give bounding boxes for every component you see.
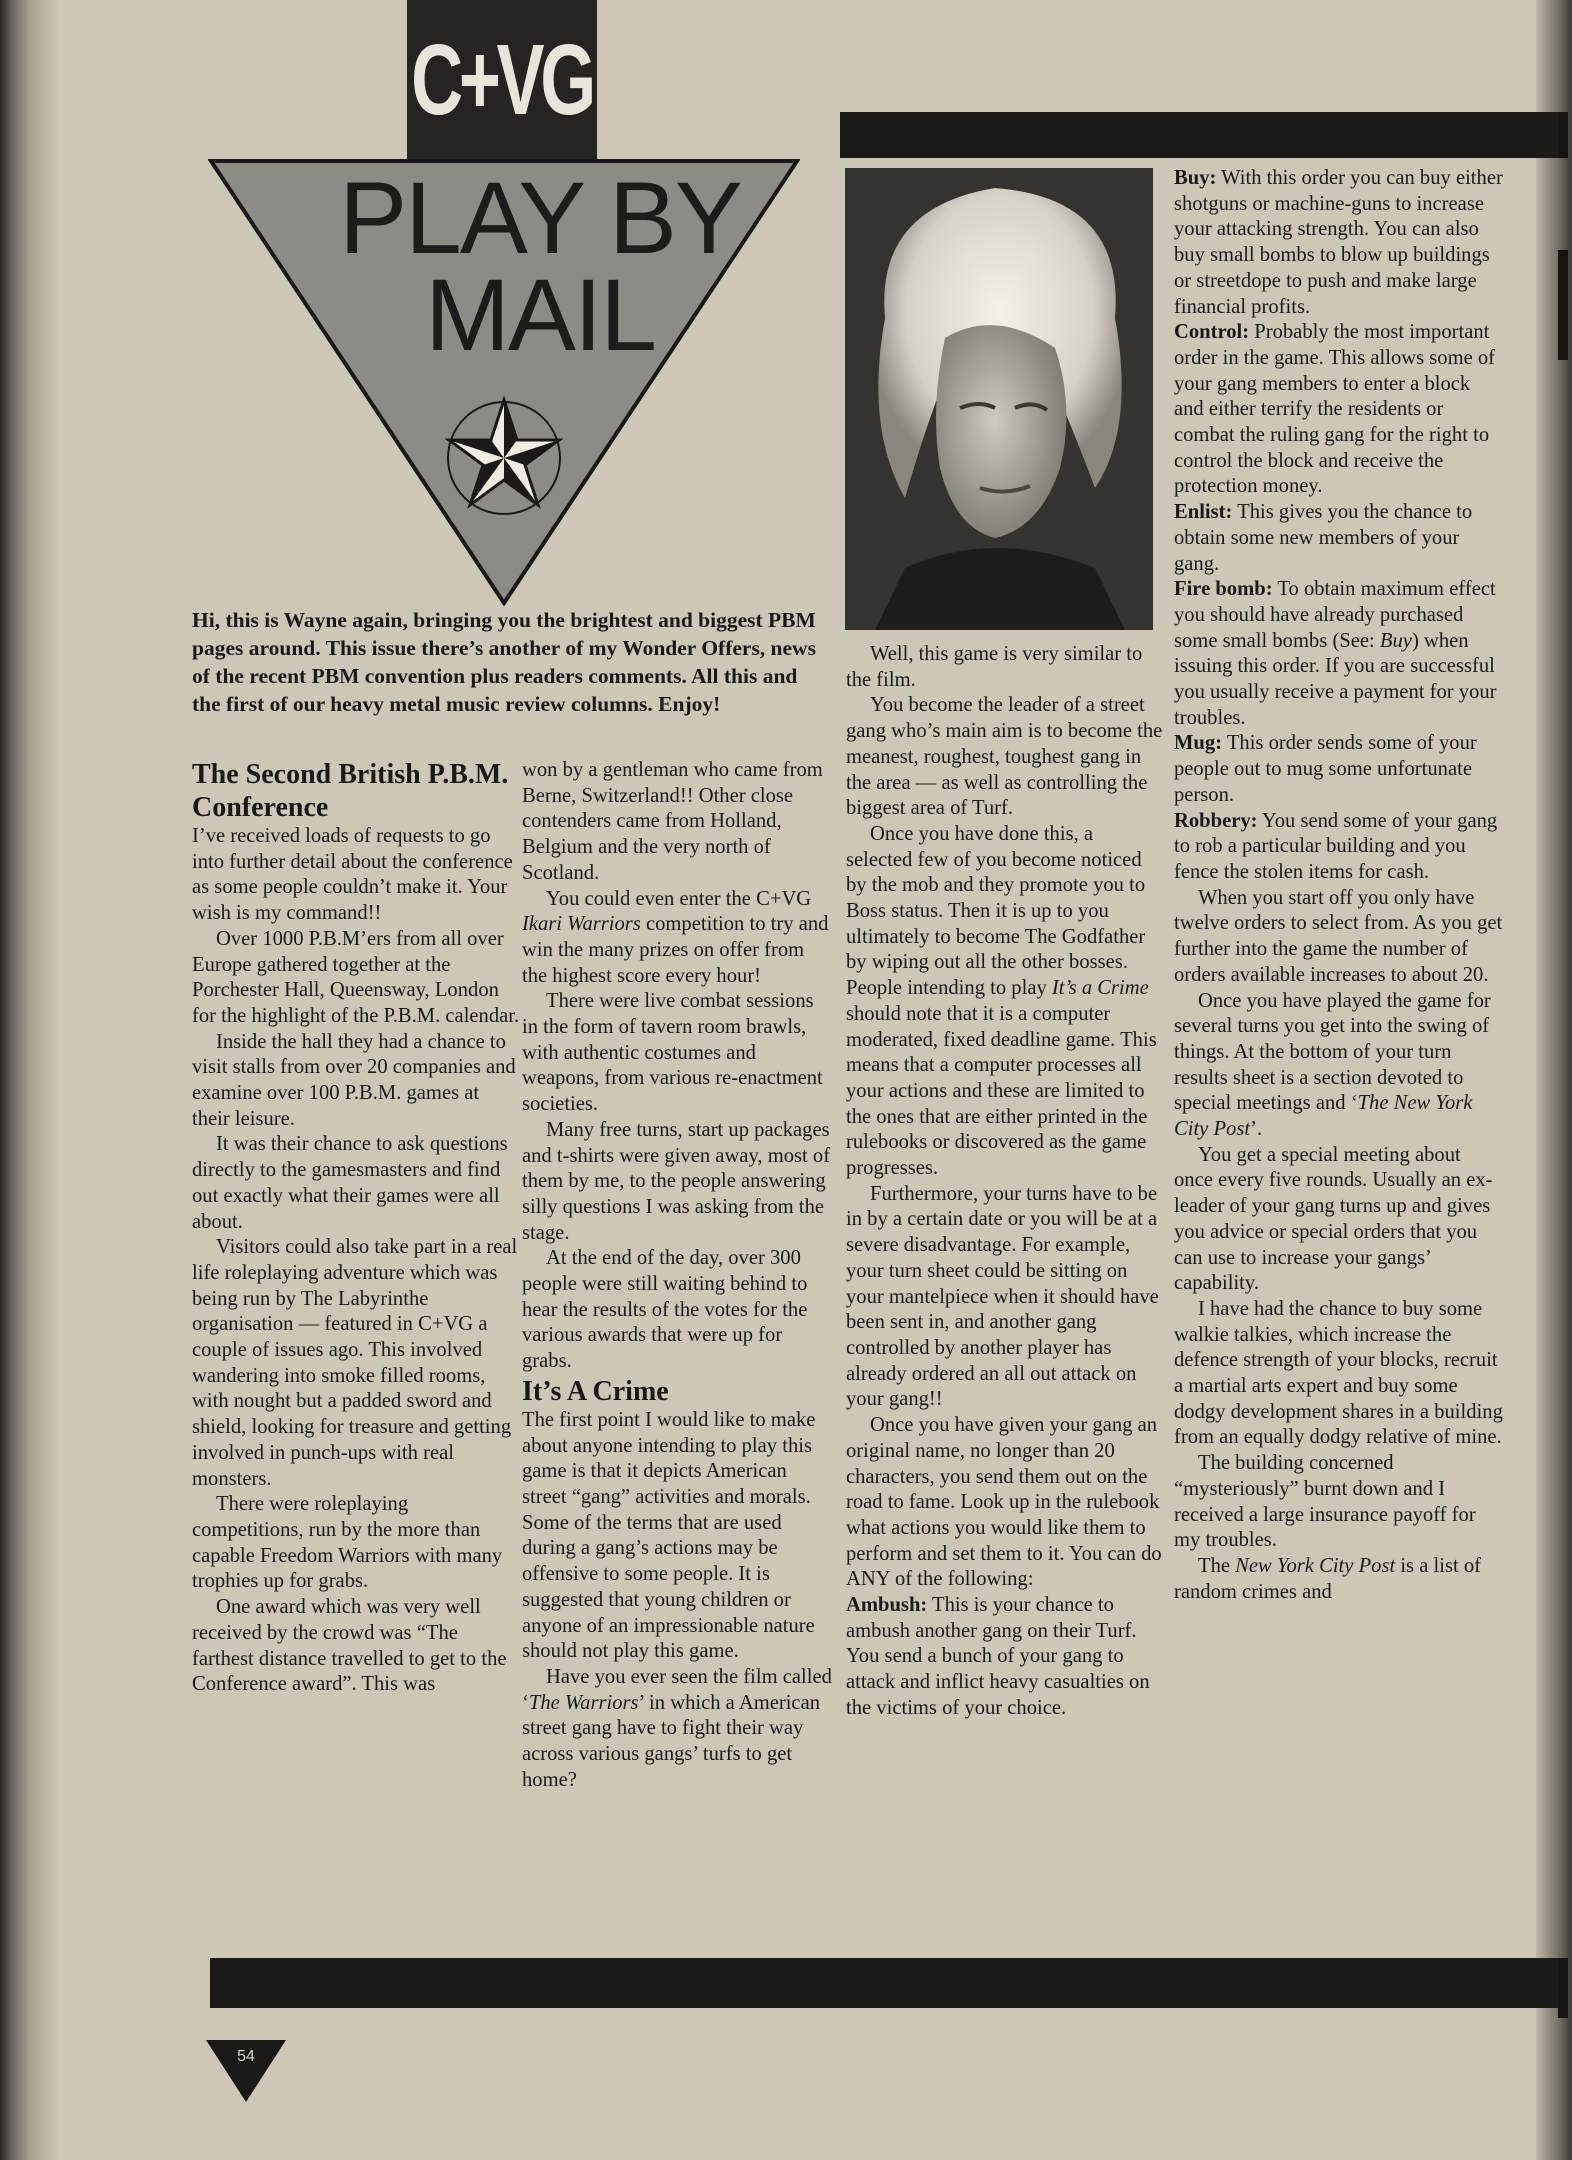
title-line-2: MAIL	[424, 257, 656, 372]
italic-title: The Warriors	[528, 1691, 639, 1714]
order-label: Ambush:	[846, 1594, 928, 1617]
italic-title: New York City Post	[1235, 1554, 1396, 1577]
paragraph: Once you have given your gang an original name, no longer than 20 characters, you send them out on the road to fame. Look up in the rulebook what actions you would like them to perform and set them to it. You can do ANY of the following:	[846, 1414, 1162, 1591]
paragraph	[846, 822, 1164, 1182]
heading-its-a-crime: It’s A Crime	[522, 1375, 669, 1407]
edge-bar-top	[1558, 112, 1568, 158]
intro-paragraph: Hi, this is Wayne again, bringing you the brightest and biggest PBM pages around. This issue there’s another of my Wonder Offers, news of the recent PBM convention plus readers comments. All this and the first of our heavy metal music review columns. Enjoy!	[192, 608, 816, 716]
text-run: You send some of your gang to rob a particular building and you fence the stolen items for cash.	[1174, 809, 1498, 883]
paragraph: One award which was very well received by the crowd was “The farthest distance travelled to get to the Conference award”. This was	[192, 1596, 507, 1696]
italic-title: It’s a Crime	[1051, 977, 1149, 1000]
edge-bar-bottom	[1558, 1958, 1568, 2018]
paragraph: Visitors could also take part in a real life roleplaying adventure which was being run by The Labyrinthe organisation — featured in C+VG a couple of issues ago. This involved wandering into smoke filled rooms, with nought but a padded sword and shield, looking for treasure and getting involved in punch-ups with real monsters.	[192, 1236, 518, 1490]
text-run: Probably the most important order in the game. This allows some of your gang members to enter a block and either terrify the residents or combat the ruling gang for the right to control the block and receive the protection money.	[1174, 321, 1496, 498]
heading-conference: The Second British P.B.M. Conference	[192, 759, 509, 823]
column-4	[1174, 166, 1504, 1605]
text-run: This is your chance to ambush another gang on their Turf. You send a bunch of your gang to attack and inflict heavy casualties on the victims of your choice.	[846, 1594, 1150, 1719]
column-1	[192, 758, 520, 1698]
text-run: is a list of random crimes and	[1174, 1554, 1481, 1603]
paragraph: Furthermore, your turns have to be in by a certain date or you will be at a severe disadvantage. For example, your turn sheet could be sitting on your mantelpiece when it should have been sent in, and another gang controlled by another player has already ordered an all out attack on your gang!!	[846, 1182, 1159, 1411]
order-robbery	[1174, 809, 1504, 886]
text-run: ’ in which a American street gang have to fight their way across various gangs’ turfs to get home?	[522, 1691, 821, 1791]
text-run: ’.	[1250, 1118, 1263, 1141]
text-run: This order sends some of your people out to mug some unfortunate person.	[1174, 732, 1477, 806]
paragraph: Well, this game is very similar to the film.	[846, 643, 1143, 691]
order-mug	[1174, 731, 1504, 808]
paragraph	[522, 1665, 832, 1794]
paragraph: You become the leader of a street gang who’s main aim is to become the meanest, roughest, toughest gang in the area — as well as controlling the biggest area of Turf.	[846, 694, 1163, 820]
paragraph: When you start off you only have twelve orders to select from. As you get further into the game the number of orders available increases to about 20.	[1174, 886, 1503, 986]
italic-title: The New York City Post	[1174, 1092, 1473, 1141]
order-label: Control:	[1174, 321, 1250, 344]
order-label: Enlist:	[1174, 501, 1233, 524]
order-control	[1174, 320, 1504, 500]
order-label: Fire bomb:	[1174, 578, 1273, 601]
text-run: ) when issuing this order. If you are successful you usually receive a payment for your troubles.	[1174, 629, 1497, 729]
edge-bar-mid	[1558, 250, 1568, 360]
column-2	[522, 758, 832, 1793]
text-run: Have you ever seen the film called ‘	[522, 1665, 832, 1714]
paragraph: I have had the chance to buy some walkie talkies, which increase the defence strength of your blocks, recruit a martial arts expert and buy some dodgy development shares in a building from an equally dodgy relative of mine.	[1174, 1297, 1503, 1449]
order-enlist	[1174, 500, 1504, 577]
paragraph	[1174, 1554, 1504, 1605]
text-run: competition to try and win the many prizes on offer from the highest score every hour!	[522, 913, 829, 987]
star-icon	[448, 400, 560, 514]
paragraph: Many free turns, start up packages and t-shirts were given away, most of them by me, to the people answering silly questions I was asking from the stage.	[522, 1118, 831, 1244]
text-run: To obtain maximum effect you should have already purchased some small bombs (See:	[1174, 578, 1496, 652]
order-fire-bomb	[1174, 577, 1504, 731]
text-run: should note that it is a computer moderated, fixed deadline game. This means that a computer processes all your actions and these are limited to the ones that are either printed in the rulebooks or discovered as the game progresses.	[846, 1002, 1157, 1180]
text-run: With this order you can buy either shotguns or machine-guns to increase your attacking strength. You can also buy small bombs to blow up buildings or streetdope to push and make large financial profits.	[1174, 167, 1503, 318]
paragraph: The first point I would like to make about anyone intending to play this game is that it depicts American street “gang” activities and morals. Some of the terms that are used during a gang’s actions may be offensive to some people. It is suggested that young children or anyone of an impressionable nature should not play this game.	[522, 1408, 816, 1663]
portrait-image	[845, 168, 1153, 630]
order-label: Robbery:	[1174, 809, 1258, 832]
cvg-logo-box	[407, 0, 597, 160]
page-title	[260, 161, 820, 372]
paragraph: The building concerned “mysteriously” burnt down and I received a large insurance payoff for my troubles.	[1174, 1452, 1476, 1552]
portrait-photo	[845, 168, 1153, 630]
paragraph: Inside the hall they had a chance to visit stalls from over 20 companies and examine over 100 P.B.M. games at their leisure.	[192, 1030, 516, 1130]
italic-term: Buy	[1379, 629, 1412, 652]
paragraph: won by a gentleman who came from Berne, Switzerland!! Other close contenders came from Holland, Belgium and the very north of Scotland.	[522, 759, 823, 884]
order-ambush	[846, 1593, 1164, 1722]
paragraph: There were live combat sessions in the form of tavern room brawls, with authentic costumes and weapons, from various re-enactment societies.	[522, 990, 823, 1116]
paragraph: There were roleplaying competitions, run by the more than capable Freedom Warriors with many trophies up for grabs.	[192, 1493, 503, 1593]
paragraph	[522, 887, 832, 990]
bottom-rule-bar	[210, 1958, 1558, 2008]
top-rule-bar	[840, 112, 1558, 158]
paragraph: You get a special meeting about once every five rounds. Usually an ex-leader of your gang turns up and gives you advice or special orders that you can use to increase your gangs’ capability.	[1174, 1143, 1493, 1295]
cvg-logo: C+VG	[411, 24, 593, 136]
paragraph: Over 1000 P.B.M’ers from all over Europe gathered together at the Porchester Hall, Queensway, London for the highlight of the P.B.M. calendar.	[192, 927, 520, 1027]
text-run: Once you have played the game for several turns you get into the swing of things. At the bottom of your turn results sheet is a section devoted to special meetings and ‘	[1174, 989, 1491, 1115]
order-label: Buy:	[1174, 167, 1217, 189]
page-number: 54	[237, 2048, 255, 2065]
paragraph: It was their chance to ask questions directly to the gamesmasters and find out exactly what their games were all about.	[192, 1133, 508, 1233]
paragraph	[1174, 989, 1504, 1143]
italic-title: Ikari Warriors	[522, 913, 641, 936]
title-line-1: PLAY BY	[339, 161, 741, 275]
text-run: This gives you the chance to obtain some new members of your gang.	[1174, 501, 1473, 575]
binding-shadow	[0, 0, 60, 2160]
paragraph: I’ve received loads of requests to go into further detail about the conference as some people couldn’t make it. Your wish is my command!!	[192, 825, 513, 925]
order-label: Mug:	[1174, 732, 1223, 755]
column-3	[846, 642, 1164, 1722]
paragraph: At the end of the day, over 300 people were still waiting behind to hear the results of the votes for the various awards that were up for grabs.	[522, 1247, 808, 1373]
order-buy	[1174, 166, 1504, 320]
text-run: You could even enter the C+VG	[546, 887, 812, 910]
text-run: Once you have done this, a selected few of you become noticed by the mob and they promote you to Boss status. Then it is up to you ultimately to become The Godfather by wiping out all the other bosses. People intending to play	[846, 822, 1146, 1000]
text-run: The	[1198, 1554, 1236, 1577]
